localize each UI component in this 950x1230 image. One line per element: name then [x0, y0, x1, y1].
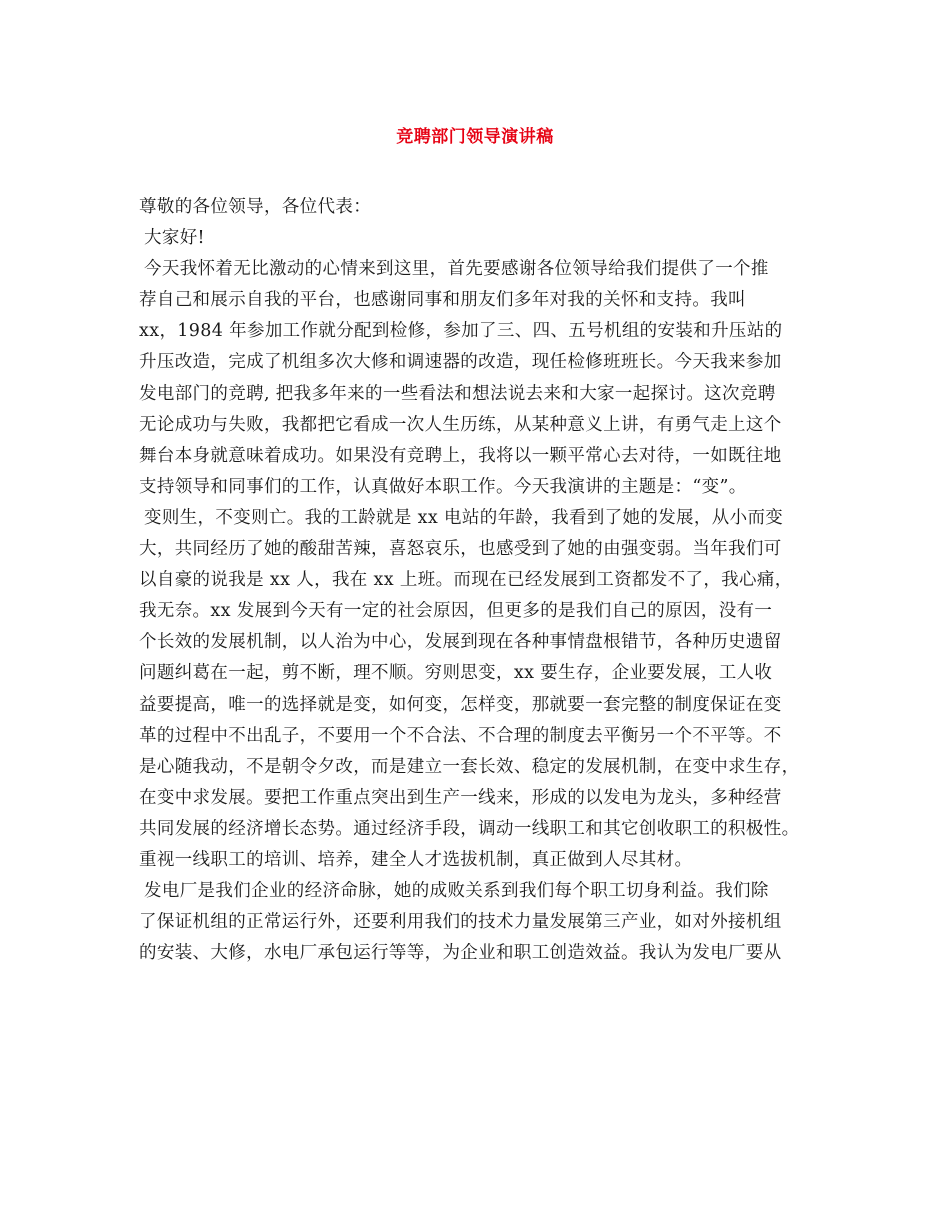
text-line: 了保证机组的正常运行外，还要利用我们的技术力量发展第三产业，如对外接机组 — [139, 912, 782, 933]
text-line: xx，1984 年参加工作就分配到检修，参加了三、四、五号机组的安装和升压站的 — [139, 321, 783, 342]
text-line: 重视一线职工的培训、培养，建全人才选拔机制，真正做到人尽其材。 — [139, 849, 693, 870]
text-line: 今天我怀着无比激动的心情来到这里，首先要感谢各位领导给我们提供了一个推 — [144, 259, 769, 280]
text-line: 大家好! — [144, 228, 205, 249]
text-line: 共同发展的经济增长态势。通过经济手段，调动一线职工和其它创收职工的积极性。 — [139, 818, 800, 839]
text-line: 舞台本身就意味着成功。如果没有竞聘上，我将以一颗平常心去对待，一如既往地 — [139, 445, 782, 466]
text-line: 以自豪的说我是 xx 人，我在 xx 上班。而现在已经发展到工资都发不了，我心痛， — [139, 570, 793, 591]
text-line: 的安装、大修，水电厂承包运行等等，为企业和职工创造效益。我认为发电厂要从 — [139, 943, 782, 964]
text-line: 变则生，不变则亡。我的工龄就是 xx 电站的年龄，我看到了她的发展，从小而变 — [144, 507, 784, 528]
text-line: 问题纠葛在一起，剪不断，理不顺。穷则思变，xx 要生存，企业要发展，工人收 — [139, 663, 773, 684]
text-line: 支持领导和同事们的工作，认真做好本职工作。今天我演讲的主题是：“变”。 — [139, 476, 747, 497]
text-line: 荐自己和展示自我的平台，也感谢同事和朋友们多年对我的关怀和支持。我叫 — [139, 290, 746, 311]
text-line: 个长效的发展机制，以人治为中心，发展到现在各种事情盘根错节，各种历史遗留 — [139, 632, 782, 653]
text-line: 发电厂是我们企业的经济命脉，她的成败关系到我们每个职工切身利益。我们除 — [144, 881, 769, 902]
text-line: 大，共同经历了她的酸甜苦辣，喜怒哀乐，也感受到了她的由强变弱。当年我们可 — [139, 539, 782, 560]
text-line: 升压改造，完成了机组多次大修和调速器的改造，现任检修班班长。今天我来参加 — [139, 352, 782, 373]
text-line: 革的过程中不出乱子，不要用一个不合法、不合理的制度去平衡另一个不平等。不 — [139, 725, 782, 746]
document-title: 竞聘部门领导演讲稿 — [396, 127, 554, 147]
text-line: 在变中求发展。要把工作重点突出到生产一线来，形成的以发电为龙头，多种经营 — [139, 787, 782, 808]
text-line: 益要提高，唯一的选择就是变，如何变，怎样变，那就要一套完整的制度保证在变 — [139, 694, 782, 715]
text-line: 我无奈。xx 发展到今天有一定的社会原因，但更多的是我们自己的原因，没有一 — [139, 601, 773, 622]
text-line: 尊敬的各位领导，各位代表： — [139, 197, 372, 217]
text-line: 是心随我动，不是朝令夕改，而是建立一套长效、稳定的发展机制，在变中求生存， — [139, 756, 800, 777]
text-line: 发电部门的竞聘, 把我多年来的一些看法和想法说去来和大家一起探讨。这次竞聘 — [139, 383, 776, 404]
document-body — [139, 192, 839, 969]
text-line: 无论成功与失败，我都把它看成一次人生历练，从某种意义上讲，有勇气走上这个 — [139, 414, 782, 435]
